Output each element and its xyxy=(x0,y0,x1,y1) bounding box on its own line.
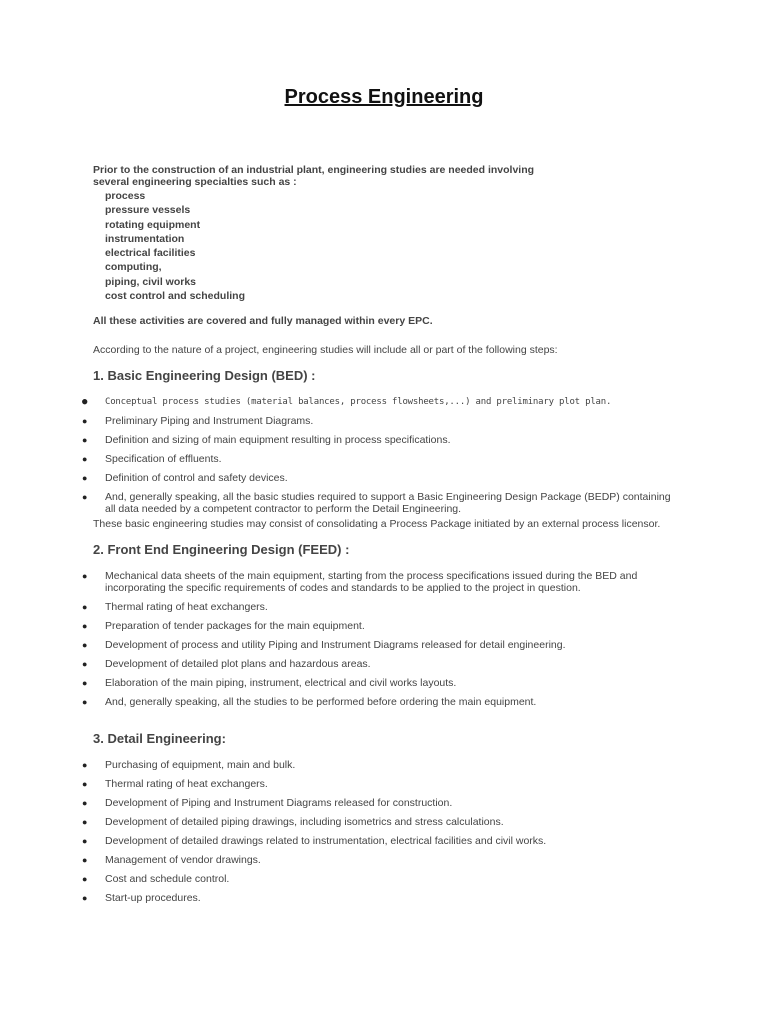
bullet-icon: ● xyxy=(82,874,88,884)
specialty-item: rotating equipment xyxy=(105,218,201,231)
epc-statement: All these activities are covered and fully managed within every EPC. xyxy=(93,315,433,327)
bullet-icon: ● xyxy=(82,620,88,631)
list-item: ● Purchasing of equipment, main and bulk. xyxy=(82,759,296,771)
list-item: ● Elaboration of the main piping, instrument, electrical and civil works layouts. xyxy=(82,676,457,689)
list-item: ● Management of vendor drawings. xyxy=(82,854,261,866)
bullet-icon: ● xyxy=(82,658,88,669)
bullet-icon: ● xyxy=(82,855,88,865)
bullet-icon: ● xyxy=(82,639,88,650)
document-title: Process Engineering xyxy=(284,86,484,108)
bullet-icon: ● xyxy=(82,760,88,770)
list-item: ● Development of Piping and Instrument Diagrams released for construction. xyxy=(82,797,453,809)
specialty-item: process xyxy=(105,190,146,202)
section-heading-feed: 2. Front End Engineering Design (FEED) : xyxy=(93,542,350,557)
bullet-icon: ● xyxy=(82,435,88,445)
list-item: ● Thermal rating of heat exchangers. xyxy=(82,778,268,790)
list-item: ● Conceptual process studies (material balances, process flowsheets,...) and preliminary plot plan. xyxy=(82,397,612,407)
section-heading-bed: 1. Basic Engineering Design (BED) : xyxy=(93,368,316,383)
specialties-list xyxy=(105,189,245,303)
bullet-icon: ● xyxy=(82,836,88,846)
bed-note: These basic engineering studies may consist of consolidating a Process Package initiated by an external process licensor. xyxy=(93,518,661,530)
list-item: ● Mechanical data sheets of the main equipment, starting from the process specifications issued during the BED and incorporating the specific requirements of codes and standards to be applied to the project in question. xyxy=(82,570,638,594)
intro-line-1: Prior to the construction of an industrial plant, engineering studies are needed involving xyxy=(93,164,535,176)
list-item: ● Cost and schedule control. xyxy=(82,873,230,885)
list-item: ● Start-up procedures. xyxy=(82,892,201,904)
list-item: ● Preliminary Piping and Instrument Diagrams. xyxy=(82,415,314,427)
list-item: ● Definition and sizing of main equipment resulting in process specifications. xyxy=(82,434,451,446)
intro-line-2: several engineering specialties such as : xyxy=(93,176,297,188)
bullet-icon: ● xyxy=(82,397,88,407)
detail-steps-list xyxy=(0,760,768,912)
bullet-icon: ● xyxy=(82,696,88,707)
list-item: ● Thermal rating of heat exchangers. xyxy=(82,600,268,613)
project-nature-statement: According to the nature of a project, engineering studies will include all or part of the following steps: xyxy=(93,344,558,356)
list-item: ● And, generally speaking, all the studies to be performed before ordering the main equipment. xyxy=(82,695,537,708)
specialty-item: pressure vessels xyxy=(105,204,191,217)
bullet-icon: ● xyxy=(82,779,88,789)
specialty-item: cost control and scheduling xyxy=(105,290,246,303)
list-item: ● Specification of effluents. xyxy=(82,453,222,465)
bullet-icon: ● xyxy=(82,893,88,903)
bullet-icon: ● xyxy=(82,798,88,808)
specialty-item: computing, xyxy=(105,261,162,274)
list-item: ● And, generally speaking, all the basic studies required to support a Basic Engineering Design Package (BEDP) containing all data needed by a competent contractor to perform the Detail Engineering. xyxy=(82,491,671,515)
specialty-item: electrical facilities xyxy=(105,247,196,260)
list-item: ● Development of process and utility Piping and Instrument Diagrams released for detail engineering. xyxy=(82,638,566,651)
section-heading-detail: 3. Detail Engineering: xyxy=(93,731,226,746)
bullet-icon: ● xyxy=(82,817,88,827)
specialty-item: instrumentation xyxy=(105,232,185,245)
bullet-icon: ● xyxy=(82,454,88,464)
bullet-icon: ● xyxy=(82,473,88,483)
bed-steps-list xyxy=(0,397,768,523)
list-item: ● Development of detailed piping drawings, including isometrics and stress calculations. xyxy=(82,816,504,828)
list-item: ● Preparation of tender packages for the main equipment. xyxy=(82,619,365,632)
specialty-item: piping, civil works xyxy=(105,275,197,288)
list-item: ● Development of detailed drawings related to instrumentation, electrical facilities and civil works. xyxy=(82,835,547,847)
list-item: ● Definition of control and safety devices. xyxy=(82,472,288,484)
feed-steps-list xyxy=(0,571,768,716)
bullet-icon: ● xyxy=(82,571,88,581)
bullet-icon: ● xyxy=(82,416,88,426)
list-item: ● Development of detailed plot plans and hazardous areas. xyxy=(82,657,371,670)
intro-paragraph xyxy=(93,164,613,188)
bullet-icon: ● xyxy=(82,601,88,612)
bullet-icon: ● xyxy=(82,492,88,502)
bullet-icon: ● xyxy=(82,677,88,688)
